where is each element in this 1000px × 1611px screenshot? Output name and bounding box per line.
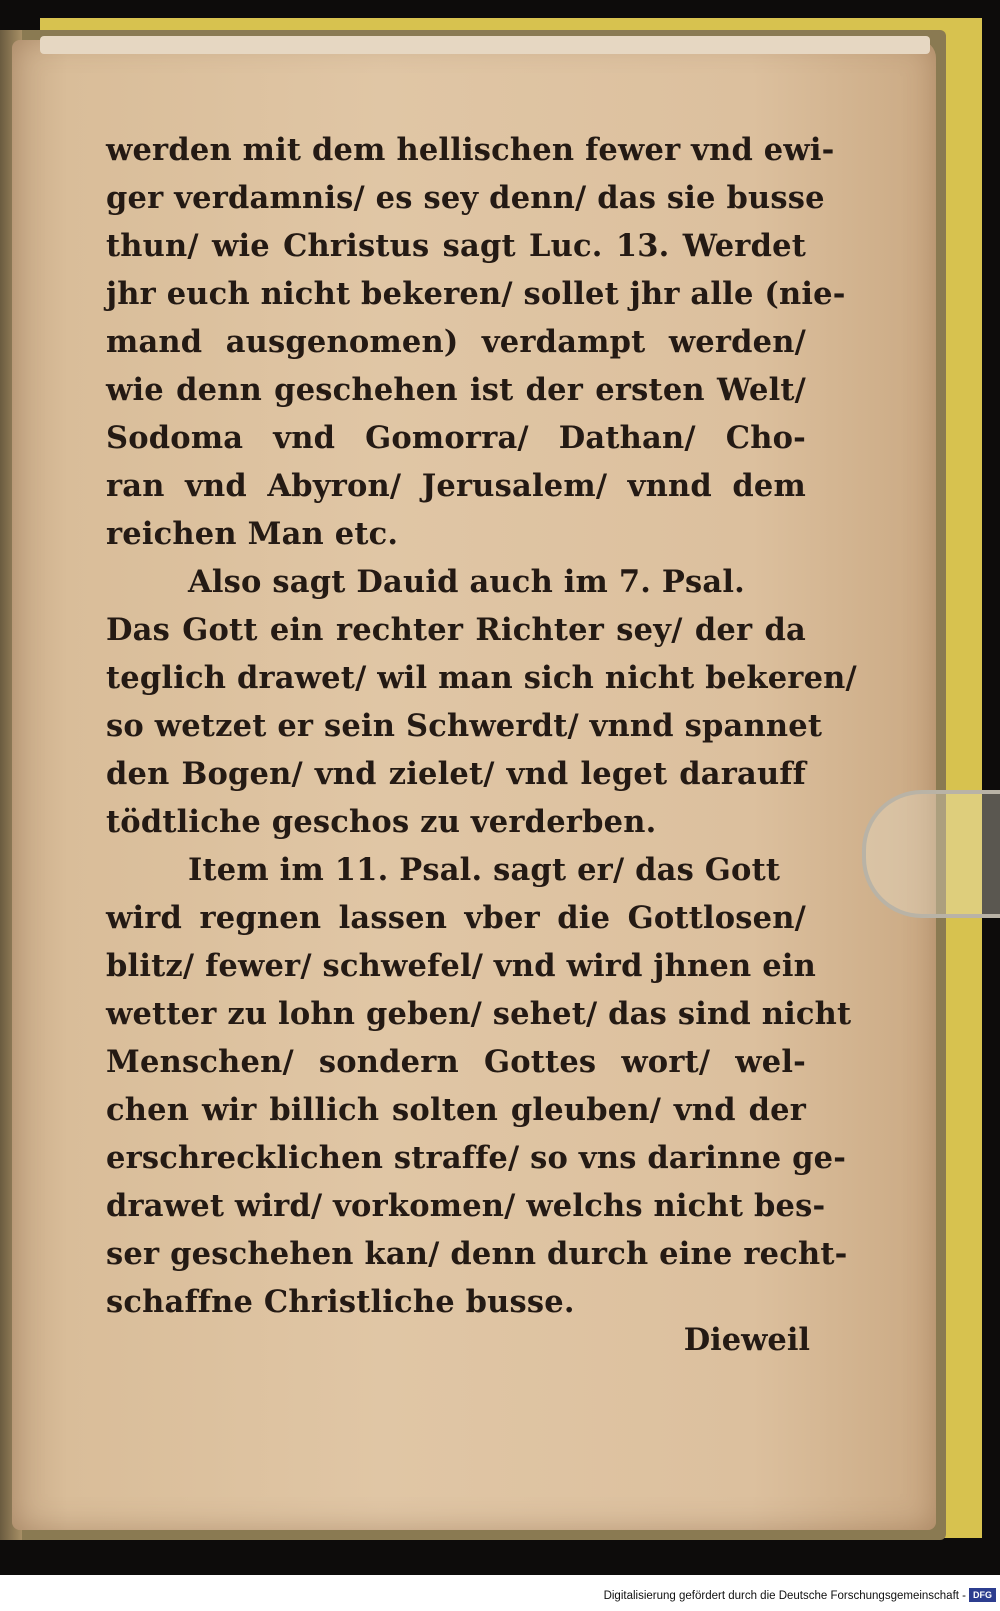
text-line: reichen Man etc. <box>106 516 399 552</box>
text-line: blitz/ fewer/ schwefel/ vnd wird jhnen ein <box>106 948 816 984</box>
text-line: Also sagt Dauid auch im 7. Psal. <box>188 564 745 600</box>
dfg-logo: DFG <box>969 1588 996 1602</box>
page-top-edge <box>40 36 930 54</box>
text-line: werden mit dem hellischen fewer vnd ewi- <box>106 132 835 168</box>
text-line: wird regnen lassen vber die Gottlosen/ <box>106 900 806 936</box>
text-line: Menschen/ sondern Gottes wort/ wel- <box>106 1044 806 1080</box>
text-line: erschrecklichen straffe/ so vns darinne ge- <box>106 1140 847 1176</box>
text-line: wetter zu lohn geben/ sehet/ das sind nicht <box>106 996 852 1032</box>
page-text-block <box>106 126 857 1326</box>
text-line: schaffne Christliche busse. <box>106 1284 575 1320</box>
text-line: mand ausgenomen) verdampt werden/ <box>106 324 806 360</box>
page-clip <box>862 790 1000 918</box>
text-line: ger verdamnis/ es sey denn/ das sie busse <box>106 180 825 216</box>
dfg-credit-text: Digitalisierung gefördert durch die Deutsche Forschungsgemeinschaft - <box>603 1590 966 1602</box>
text-line: wie denn geschehen ist der ersten Welt/ <box>106 372 806 408</box>
text-line: den Bogen/ vnd zielet/ vnd leget darauff <box>106 756 806 792</box>
text-line: teglich drawet/ wil man sich nicht bekeren/ <box>106 660 857 696</box>
text-line: ser geschehen kan/ denn durch eine recht- <box>106 1236 848 1272</box>
text-line: Sodoma vnd Gomorra/ Dathan/ Cho- <box>106 420 806 456</box>
text-line: Item im 11. Psal. sagt er/ das Gott <box>188 852 781 888</box>
text-line: tödtliche geschos zu verderben. <box>106 804 657 840</box>
text-line: Das Gott ein rechter Richter sey/ der da <box>106 612 806 648</box>
text-line: chen wir billich solten gleuben/ vnd der <box>106 1092 806 1128</box>
text-line: jhr euch nicht bekeren/ sollet jhr alle (nie- <box>106 276 846 312</box>
text-line: so wetzet er sein Schwerdt/ vnnd spannet <box>106 708 823 744</box>
text-line: drawet wird/ vorkomen/ welchs nicht bes- <box>106 1188 826 1224</box>
text-line: thun/ wie Christus sagt Luc. 13. Werdet <box>106 228 806 264</box>
text-line: ran vnd Abyron/ Jerusalem/ vnnd dem <box>106 468 806 504</box>
catchword: Dieweil <box>683 1322 810 1358</box>
